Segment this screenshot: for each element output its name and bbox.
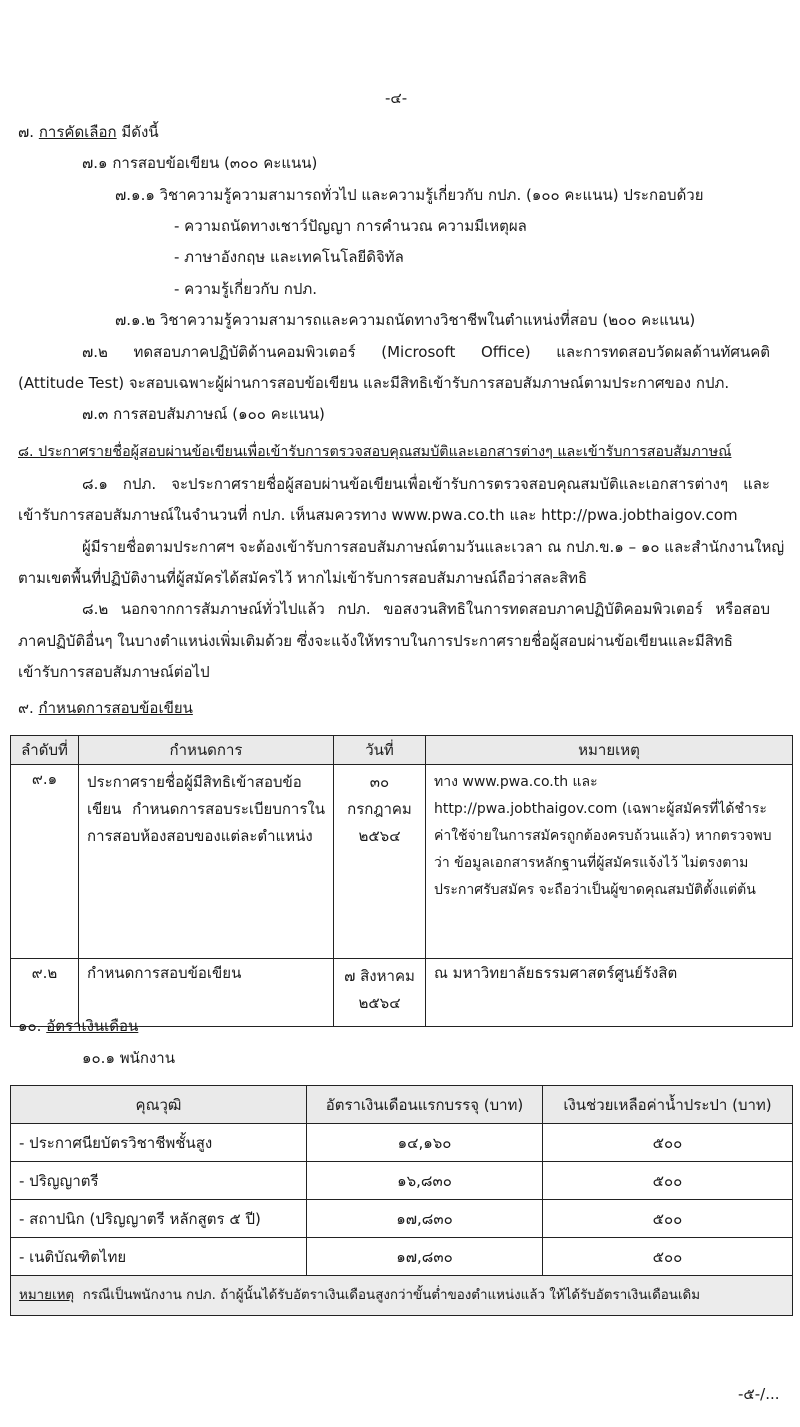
cell-water: ๕๐๐ xyxy=(543,1238,793,1276)
date-year: ๒๕๖๔ xyxy=(358,994,401,1012)
salary-note-text: กรณีเป็นพนักงาน กปภ. ถ้าผู้นั้นได้รับอัตราเงินเดือนสูงกว่าขั้นต่ำของตำแหน่งแล้ว ให้ได้รับอัตราเงินเดือนเดิม xyxy=(82,1287,701,1303)
cell-salary: ๑๖,๘๓๐ xyxy=(307,1162,543,1200)
cell-date xyxy=(334,959,426,1027)
salary-note-label: หมายเหตุ xyxy=(19,1287,75,1303)
table-row xyxy=(11,1200,793,1238)
section-9-title: กำหนดการสอบข้อเขียน xyxy=(38,699,193,717)
section-9-heading xyxy=(18,698,193,718)
table-header-row xyxy=(11,736,793,765)
item-8-1-line1: ๘.๑ กปภ. จะประกาศรายชื่อผู้สอบผ่านข้อเขียนเพื่อเข้ารับการตรวจสอบคุณสมบัติและเอกสารต่างๆ และ xyxy=(82,475,770,493)
item-10-1: ๑๐.๑ พนักงาน xyxy=(82,1049,175,1067)
cell-date xyxy=(334,765,426,959)
section-7-number: ๗. xyxy=(18,123,35,141)
cell-order: ๙.๑ xyxy=(11,765,79,959)
salary-table xyxy=(10,1085,793,1316)
section-7-title: การคัดเลือก xyxy=(38,123,117,141)
item-8-1-para2-line2: ตามเขตพื้นที่ปฏิบัติงานที่ผู้สมัครได้สมัครไว้ หากไม่เข้ารับการสอบสัมภาษณ์ถือว่าสละสิทธิ xyxy=(18,569,588,587)
item-7-3: ๗.๓ การสอบสัมภาษณ์ (๑๐๐ คะแนน) xyxy=(82,405,325,423)
table-header-row xyxy=(11,1086,793,1124)
cell-salary: ๑๗,๘๓๐ xyxy=(307,1238,543,1276)
item-7-1-2: ๗.๑.๒ วิชาความรู้ความสามารถและความถนัดทางวิชาชีพในตำแหน่งที่สอบ (๒๐๐ คะแนน) xyxy=(115,311,696,329)
item-8-1-para2-line1: ผู้มีรายชื่อตามประกาศฯ จะต้องเข้ารับการสอบสัมภาษณ์ตามวันและเวลา ณ กปภ.ข.๑ – ๑๐ และสำนักงานใหญ่ xyxy=(82,538,785,556)
item-8-2-line1: ๘.๒ นอกจากการสัมภาษณ์ทั่วไปแล้ว กปภ. ขอสงวนสิทธิในการทดสอบภาคปฏิบัติคอมพิวเตอร์ หรือสอบ xyxy=(82,600,770,618)
table-row xyxy=(11,1162,793,1200)
table-row xyxy=(11,765,793,959)
cell-schedule: ประกาศรายชื่อผู้มีสิทธิเข้าสอบข้อเขียน กำหนดการสอบระเบียบการในการสอบห้องสอบของแต่ละตำแหน่ง xyxy=(79,765,334,959)
date-day-month: ๓๐ กรกฎาคม xyxy=(347,773,412,818)
cell-qualification: - สถาปนิก (ปริญญาตรี หลักสูตร ๕ ปี) xyxy=(11,1200,307,1238)
col-order: ลำดับที่ xyxy=(11,736,79,765)
col-date: วันที่ xyxy=(334,736,426,765)
col-water-allowance: เงินช่วยเหลือค่าน้ำประปา (บาท) xyxy=(543,1086,793,1124)
section-7-suffix: มีดังนี้ xyxy=(121,123,159,141)
table-row xyxy=(11,1124,793,1162)
cell-qualification: - ประกาศนียบัตรวิชาชีพชั้นสูง xyxy=(11,1124,307,1162)
cell-qualification: - ปริญญาตรี xyxy=(11,1162,307,1200)
item-7-1-1: ๗.๑.๑ วิชาความรู้ความสามารถทั่วไป และความรู้เกี่ยวกับ กปภ. (๑๐๐ คะแนน) ประกอบด้วย xyxy=(115,186,704,204)
col-schedule: กำหนดการ xyxy=(79,736,334,765)
section-9-number: ๙. xyxy=(18,699,34,717)
col-qualification: คุณวุฒิ xyxy=(11,1086,307,1124)
section-10-title: อัตราเงินเดือน xyxy=(46,1017,139,1035)
col-starting-salary: อัตราเงินเดือนแรกบรรจุ (บาท) xyxy=(307,1086,543,1124)
cell-salary: ๑๔,๑๖๐ xyxy=(307,1124,543,1162)
date-year: ๒๕๖๔ xyxy=(358,827,401,845)
next-page-marker: -๕-/... xyxy=(738,1385,780,1403)
section-8-heading: ๘. ประกาศรายชื่อผู้สอบผ่านข้อเขียนเพื่อเข้ารับการตรวจสอบคุณสมบัติและเอกสารต่างๆ และเข้ารับการสอบสัมภาษณ์ xyxy=(18,444,732,460)
item-8-2-line3: เข้ารับการสอบสัมภาษณ์ต่อไป xyxy=(18,663,210,681)
section-7-heading xyxy=(18,122,159,142)
page-number: -๔- xyxy=(385,89,408,107)
cell-water: ๕๐๐ xyxy=(543,1124,793,1162)
item-7-1: ๗.๑ การสอบข้อเขียน (๓๐๐ คะแนน) xyxy=(82,154,318,172)
cell-schedule: กำหนดการสอบข้อเขียน xyxy=(79,959,334,1027)
cell-salary: ๑๗,๘๓๐ xyxy=(307,1200,543,1238)
salary-note xyxy=(11,1276,793,1316)
cell-qualification: - เนติบัณฑิตไทย xyxy=(11,1238,307,1276)
exam-schedule-table xyxy=(10,735,793,1027)
cell-order: ๙.๒ xyxy=(11,959,79,1027)
col-remarks: หมายเหตุ xyxy=(426,736,793,765)
bullet-aptitude: - ความถนัดทางเชาว์ปัญญา การคำนวณ ความมีเหตุผล xyxy=(174,217,527,235)
table-note-row xyxy=(11,1276,793,1316)
bullet-pwa-knowledge: - ความรู้เกี่ยวกับ กปภ. xyxy=(174,280,318,298)
item-8-1-line2: เข้ารับการสอบสัมภาษณ์ในจำนวนที่ กปภ. เห็นสมควรทาง www.pwa.co.th และ http://pwa.jobthaigov.com xyxy=(18,506,738,524)
cell-remarks: ทาง www.pwa.co.th และ http://pwa.jobthaigov.com (เฉพาะผู้สมัครที่ได้ชำระค่าใช้จ่ายในการสมัครถูกต้องครบถ้วนแล้ว) หากตรวจพบว่า ข้อมูลเอกสารหลักฐานที่ผู้สมัครแจ้งไว้ ไม่ตรงตามประกาศรับสมัคร จะถือว่าเป็นผู้ขาดคุณสมบัติตั้งแต่ต้น xyxy=(426,765,793,959)
item-7-2-line1: ๗.๒ ทดสอบภาคปฏิบัติด้านคอมพิวเตอร์ (Microsoft Office) และการทดสอบวัดผลด้านทัศนคติ xyxy=(82,343,770,361)
cell-water: ๕๐๐ xyxy=(543,1200,793,1238)
item-7-2-line2: (Attitude Test) จะสอบเฉพาะผู้ผ่านการสอบข้อเขียน และมีสิทธิเข้ารับการสอบสัมภาษณ์ตามประกาศของ กปภ. xyxy=(18,374,730,392)
bullet-english-digital: - ภาษาอังกฤษ และเทคโนโลยีดิจิทัล xyxy=(174,248,404,266)
cell-water: ๕๐๐ xyxy=(543,1162,793,1200)
section-10-heading xyxy=(18,1016,138,1036)
item-8-2-line2: ภาคปฏิบัติอื่นๆ ในบางตำแหน่งเพิ่มเติมด้วย ซึ่งจะแจ้งให้ทราบในการประกาศรายชื่อผู้สอบผ่านข้อเขียนและมีสิทธิ xyxy=(18,632,733,650)
section-10-number: ๑๐. xyxy=(18,1017,42,1035)
cell-remarks: ณ มหาวิทยาลัยธรรมศาสตร์ศูนย์รังสิต xyxy=(426,959,793,1027)
table-row xyxy=(11,1238,793,1276)
date-day-month: ๗ สิงหาคม xyxy=(344,967,415,985)
